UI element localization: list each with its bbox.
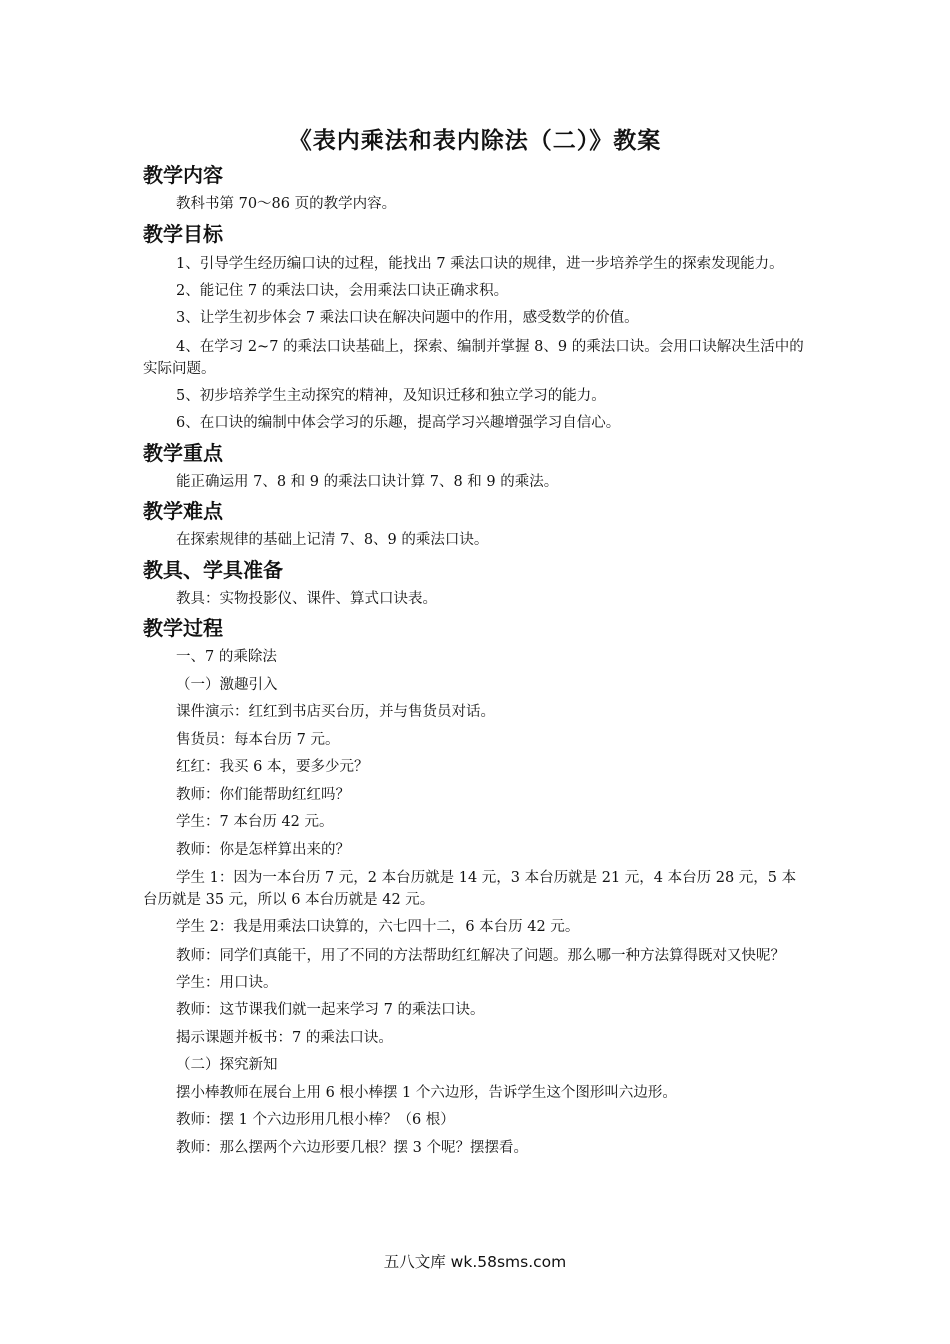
paragraph: 学生：7 本台历 42 元。 xyxy=(176,814,334,830)
paragraph: 在探索规律的基础上记清 7、8、9 的乘法口诀。 xyxy=(176,532,489,548)
paragraph: 5、初步培养学生主动探究的精神，及知识迁移和独立学习的能力。 xyxy=(176,387,606,404)
paragraph: 教科书第 70～86 页的教学内容。 xyxy=(176,196,397,212)
paragraph: 教具：实物投影仪、课件、算式口诀表。 xyxy=(176,590,437,607)
paragraph: 摆小棒教师在展台上用 6 根小棒摆 1 个六边形，告诉学生这个图形叫六边形。 xyxy=(176,1084,677,1101)
paragraph: 教师：那么摆两个六边形要几根？摆 3 个呢？摆摆看。 xyxy=(176,1139,528,1156)
paragraph: 学生 1：因为一本台历 7 元，2 本台历就是 14 元，3 本台历就是 21 元，4 本台历 28 元，5 本台历就是 35 元，所以 6 本台历就是 42 元。 xyxy=(143,870,797,908)
paragraph: 教师：你是怎样算出来的？ xyxy=(176,841,350,858)
paragraph: 3、让学生初步体会 7 乘法口诀在解决问题中的作用，感受数学的价值。 xyxy=(176,310,639,326)
document-body xyxy=(143,160,808,1162)
section-heading: 教学目标 xyxy=(143,221,223,246)
paragraph: 售货员：每本台历 7 元。 xyxy=(176,731,340,748)
paragraph: 学生：用口诀。 xyxy=(176,974,278,991)
paragraph: 学生 2：我是用乘法口诀算的，六七四十二，6 本台历 42 元。 xyxy=(176,919,580,935)
paragraph: 2、能记住 7 的乘法口诀，会用乘法口诀正确求积。 xyxy=(176,282,509,299)
paragraph: 教师：同学们真能干，用了不同的方法帮助红红解决了问题。那么哪一种方法算得既对又快呢？ xyxy=(176,947,785,964)
document-title: 《表内乘法和表内除法（二）》教案 xyxy=(288,128,662,154)
paragraph: （二）探究新知 xyxy=(176,1057,278,1073)
section-heading: 教学重点 xyxy=(143,440,223,465)
paragraph: 4、在学习 2~7 的乘法口诀基础上，探索、编制并掌握 8、9 的乘法口诀。会用口诀解决生活中的实际问题。 xyxy=(143,338,804,377)
footer-watermark: 五八文库 wk.58sms.com xyxy=(383,1253,567,1271)
paragraph: 课件演示：红红到书店买台历，并与售货员对话。 xyxy=(176,704,495,720)
paragraph: 6、在口诀的编制中体会学习的乐趣，提高学习兴趣增强学习自信心。 xyxy=(176,415,621,431)
paragraph: （一）激趣引入 xyxy=(176,676,278,693)
paragraph: 一、7 的乘除法 xyxy=(176,649,277,665)
section-heading: 教学过程 xyxy=(143,616,223,640)
section-heading: 教学难点 xyxy=(143,499,223,523)
paragraph: 教师：你们能帮助红红吗？ xyxy=(176,786,350,803)
section-heading: 教学内容 xyxy=(143,163,223,187)
paragraph: 1、引导学生经历编口诀的过程，能找出 7 乘法口诀的规律，进一步培养学生的探索发现能力。 xyxy=(176,255,784,272)
paragraph: 能正确运用 7、8 和 9 的乘法口诀计算 7、8 和 9 的乘法。 xyxy=(176,473,559,490)
section-heading: 教具、学具准备 xyxy=(143,557,283,582)
paragraph: 红红：我买 6 本，要多少元？ xyxy=(176,759,369,775)
paragraph: 揭示课题并板书：7 的乘法口诀。 xyxy=(176,1029,393,1046)
paragraph: 教师：摆 1 个六边形用几根小棒？（6 根） xyxy=(176,1112,455,1128)
paragraph: 教师：这节课我们就一起来学习 7 的乘法口诀。 xyxy=(176,1002,485,1018)
